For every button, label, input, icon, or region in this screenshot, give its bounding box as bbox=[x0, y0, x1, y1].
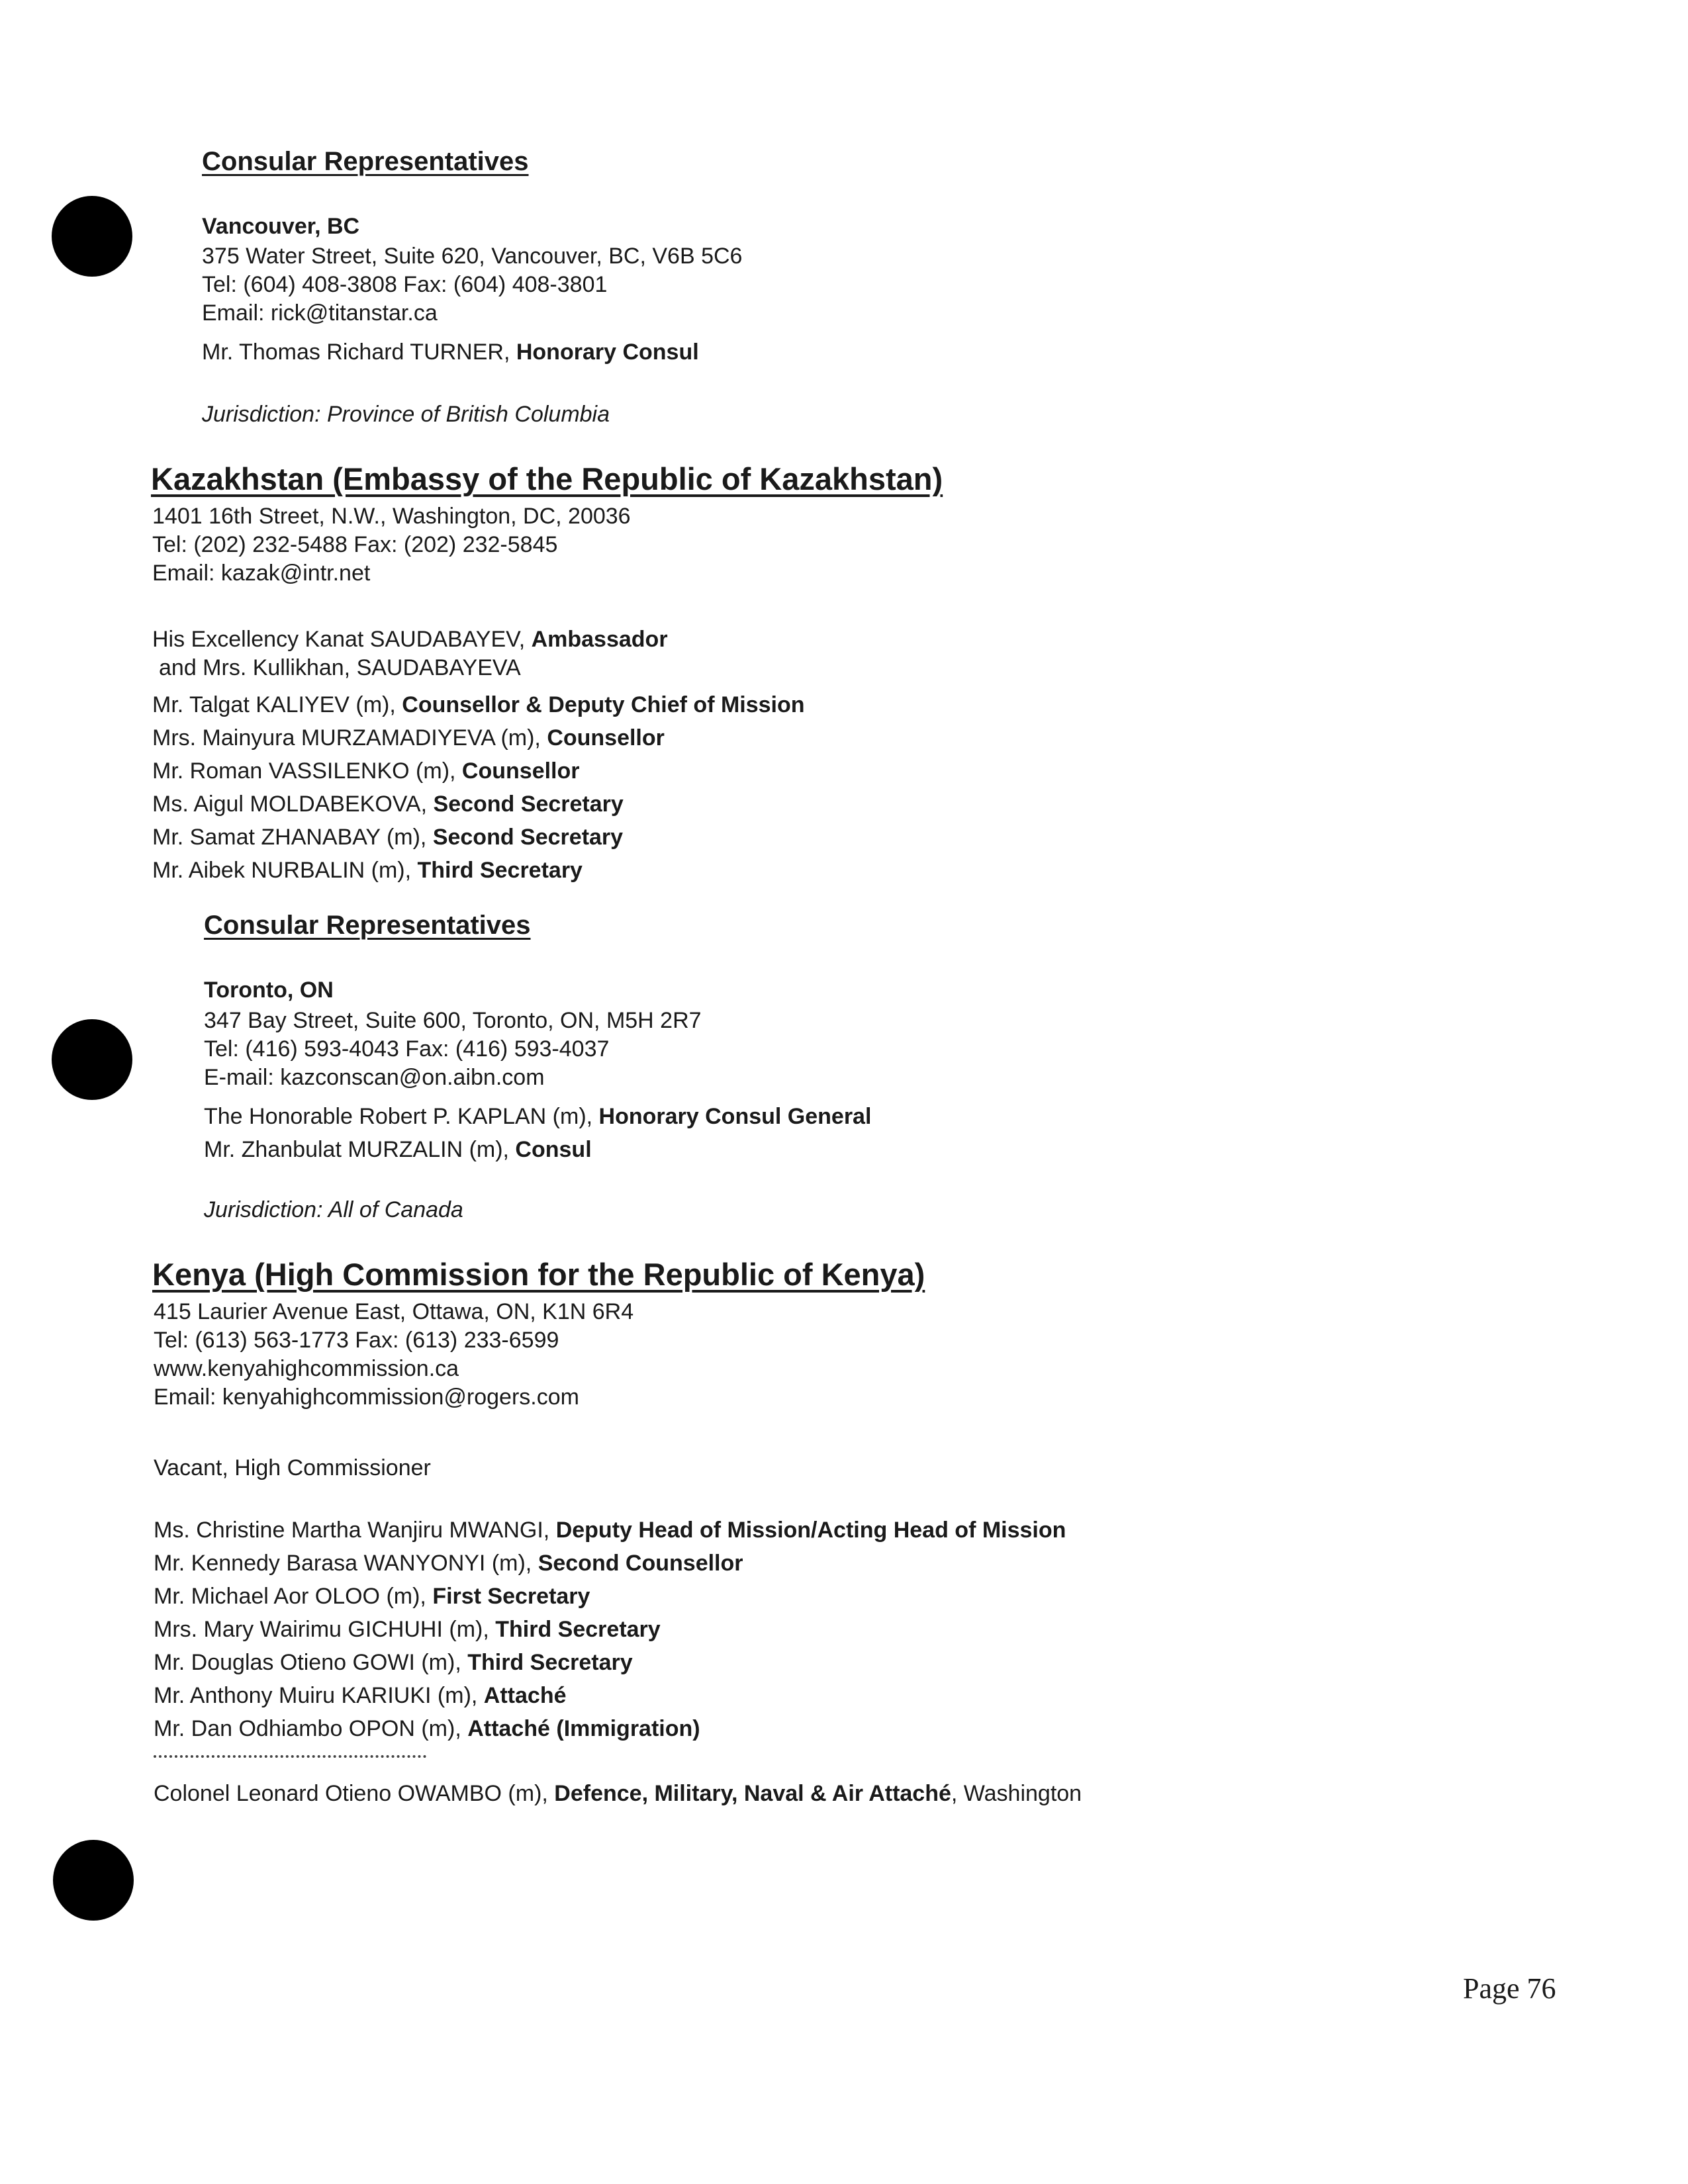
staff-row bbox=[154, 1517, 1066, 1543]
page-number: Page 76 bbox=[1463, 1972, 1556, 2005]
kenya-heading: Kenya (High Commission for the Republic of Kenya) bbox=[152, 1257, 925, 1292]
email-line: Email: kenyahighcommission@rogers.com bbox=[154, 1385, 579, 1410]
person-role: Second Secretary bbox=[432, 825, 624, 850]
ambassador-line bbox=[152, 626, 668, 653]
person-role: Third Secretary bbox=[467, 1650, 633, 1675]
kazakhstan-heading: Kazakhstan (Embassy of the Republic of Kazakhstan) bbox=[151, 461, 943, 496]
person-location: , Washington bbox=[951, 1781, 1082, 1806]
staff-row bbox=[154, 1550, 743, 1576]
person-role: Third Secretary bbox=[417, 858, 583, 883]
person-role: First Secretary bbox=[432, 1584, 590, 1609]
city-vancouver: Vancouver, BC bbox=[202, 214, 360, 239]
address-line: 347 Bay Street, Suite 600, Toronto, ON, M5H 2R7 bbox=[204, 1008, 702, 1033]
person-role: Ambassador bbox=[531, 627, 668, 652]
person-name: Mr. Talgat KALIYEV (m), bbox=[152, 692, 402, 717]
binder-hole bbox=[52, 196, 132, 277]
person-name: The Honorable Robert P. KAPLAN (m), bbox=[204, 1104, 599, 1129]
staff-row bbox=[204, 1136, 592, 1163]
phone-line: Tel: (613) 563-1773 Fax: (613) 233-6599 bbox=[154, 1328, 559, 1353]
person-name: Ms. Christine Martha Wanjiru MWANGI, bbox=[154, 1518, 556, 1543]
person-name: Ms. Aigul MOLDABEKOVA, bbox=[152, 792, 434, 817]
person-role: Second Secretary bbox=[433, 792, 624, 817]
email-line: Email: kazak@intr.net bbox=[152, 561, 371, 586]
email-line: Email: rick@titanstar.ca bbox=[202, 300, 438, 326]
phone-line: Tel: (604) 408-3808 Fax: (604) 408-3801 bbox=[202, 272, 608, 297]
staff-row bbox=[152, 758, 580, 784]
address-line: 1401 16th Street, N.W., Washington, DC, 20036 bbox=[152, 504, 631, 529]
address-line: 375 Water Street, Suite 620, Vancouver, BC, V6B 5C6 bbox=[202, 244, 743, 269]
staff-row bbox=[154, 1583, 590, 1610]
attache-line bbox=[154, 1780, 1082, 1807]
staff-row bbox=[152, 857, 583, 884]
person-name: Mrs. Mainyura MURZAMADIYEVA (m), bbox=[152, 725, 547, 751]
person-name: Colonel Leonard Otieno OWAMBO (m), bbox=[154, 1781, 555, 1806]
city-toronto: Toronto, ON bbox=[204, 978, 334, 1003]
consular-heading-toronto: Consular Representatives bbox=[204, 911, 531, 940]
email-line: E-mail: kazconscan@on.aibn.com bbox=[204, 1065, 545, 1090]
person-name: Mr. Roman VASSILENKO (m), bbox=[152, 758, 462, 784]
staff-row bbox=[152, 824, 623, 850]
person-name: Mr. Zhanbulat MURZALIN (m), bbox=[204, 1137, 516, 1162]
staff-row bbox=[152, 725, 665, 751]
person-role: Third Secretary bbox=[495, 1617, 661, 1642]
person-name: Mr. Michael Aor OLOO (m), bbox=[154, 1584, 433, 1609]
person-role: Honorary Consul General bbox=[598, 1104, 872, 1129]
person-name: Mr. Douglas Otieno GOWI (m), bbox=[154, 1650, 468, 1675]
person-role: Counsellor bbox=[547, 725, 665, 751]
staff-row bbox=[204, 1103, 871, 1130]
jurisdiction-toronto: Jurisdiction: All of Canada bbox=[204, 1197, 463, 1222]
spouse-line: and Mrs. Kullikhan, SAUDABAYEVA bbox=[159, 655, 521, 680]
person-name: His Excellency Kanat SAUDABAYEV, bbox=[152, 627, 532, 652]
person-role: Deputy Head of Mission/Acting Head of Mission bbox=[555, 1518, 1066, 1543]
person-role: Consul bbox=[515, 1137, 592, 1162]
person-name: Mrs. Mary Wairimu GICHUHI (m), bbox=[154, 1617, 496, 1642]
person-role: Defence, Military, Naval & Air Attaché bbox=[554, 1781, 951, 1806]
staff-row bbox=[154, 1682, 567, 1709]
website-line: www.kenyahighcommission.ca bbox=[154, 1356, 459, 1381]
person-name: Mr. Kennedy Barasa WANYONYI (m), bbox=[154, 1551, 538, 1576]
dotted-separator bbox=[154, 1755, 426, 1758]
staff-row bbox=[154, 1715, 700, 1742]
person-name: Mr. Anthony Muiru KARIUKI (m), bbox=[154, 1683, 484, 1708]
consular-heading-vancouver: Consular Representatives bbox=[202, 147, 529, 176]
binder-hole bbox=[52, 1019, 132, 1100]
staff-row bbox=[152, 692, 805, 718]
phone-line: Tel: (202) 232-5488 Fax: (202) 232-5845 bbox=[152, 532, 558, 557]
address-line: 415 Laurier Avenue East, Ottawa, ON, K1N 6R4 bbox=[154, 1299, 634, 1324]
staff-row bbox=[154, 1649, 633, 1676]
person-name: Mr. Aibek NURBALIN (m), bbox=[152, 858, 418, 883]
jurisdiction-vancouver: Jurisdiction: Province of British Columbia bbox=[202, 402, 610, 427]
person-line bbox=[202, 339, 699, 365]
person-role: Attaché (Immigration) bbox=[467, 1716, 700, 1741]
person-role: Counsellor & Deputy Chief of Mission bbox=[402, 692, 805, 717]
person-role: Attaché bbox=[483, 1683, 567, 1708]
person-role: Honorary Consul bbox=[516, 340, 699, 365]
staff-row bbox=[154, 1616, 661, 1643]
binder-hole bbox=[53, 1840, 134, 1921]
phone-line: Tel: (416) 593-4043 Fax: (416) 593-4037 bbox=[204, 1036, 610, 1062]
vacant-line: Vacant, High Commissioner bbox=[154, 1455, 431, 1480]
person-role: Counsellor bbox=[461, 758, 580, 784]
staff-row bbox=[152, 791, 624, 817]
person-name: Mr. Thomas Richard TURNER, bbox=[202, 340, 516, 365]
person-name: Mr. Dan Odhiambo OPON (m), bbox=[154, 1716, 468, 1741]
person-role: Second Counsellor bbox=[538, 1551, 743, 1576]
person-name: Mr. Samat ZHANABAY (m), bbox=[152, 825, 433, 850]
